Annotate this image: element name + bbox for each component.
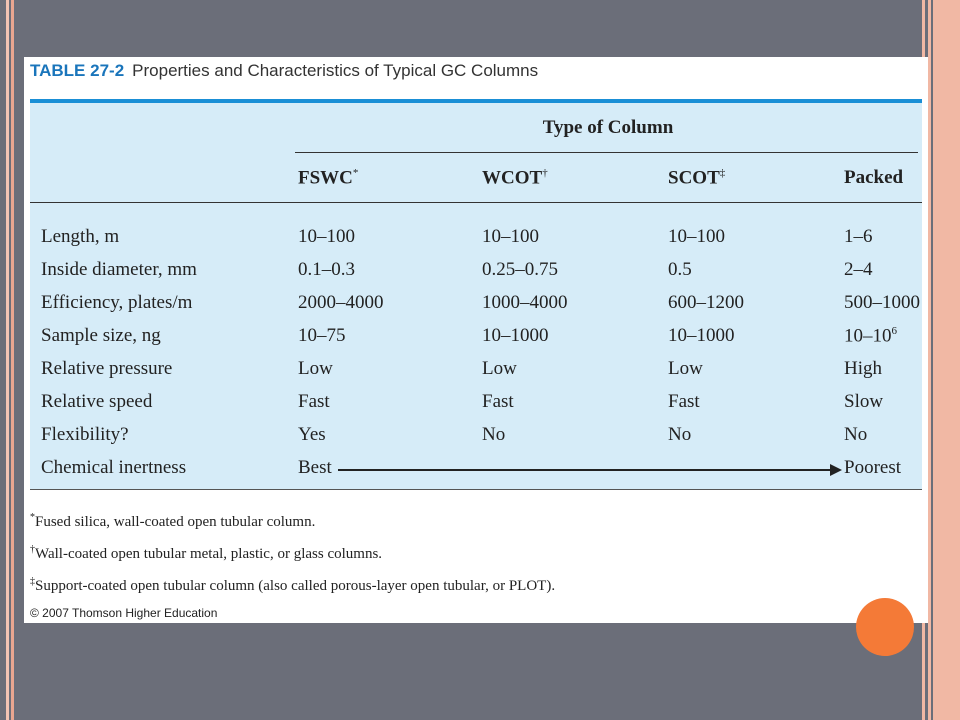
footnote: †Wall-coated open tubular metal, plastic, or glass columns. — [30, 544, 383, 562]
cell-wcot: 0.25–0.75 — [482, 259, 558, 280]
footnote: ‡Support-coated open tubular column (also called porous-layer open tubular, or PLOT). — [30, 576, 556, 594]
table-row — [30, 259, 922, 292]
table-title: Properties and Characteristics of Typical GC Columns — [132, 61, 539, 80]
table-row — [30, 424, 922, 457]
cell-fswc: Yes — [298, 424, 326, 445]
row-label: Flexibility? — [41, 424, 129, 445]
row-label: Relative speed — [41, 391, 153, 412]
table-row — [30, 292, 922, 325]
footnote: *Fused silica, wall-coated open tubular column. — [30, 512, 316, 530]
row-label: Chemical inertness — [41, 457, 187, 478]
group-header: Type of Column — [542, 117, 674, 138]
cell-packed: $10-10^6$ — [844, 325, 897, 347]
table-number: TABLE 27-2 — [30, 61, 125, 80]
column-header-packed: Packed — [844, 167, 904, 188]
row-label: Relative pressure — [41, 358, 173, 379]
group-header-rule — [295, 152, 918, 153]
row-label: Length, m — [41, 226, 120, 247]
arrow-right-icon — [830, 464, 842, 476]
cell-wcot: Fast — [482, 391, 514, 412]
table-caption — [30, 61, 538, 81]
column-header-wcot: WCOT† — [482, 167, 548, 189]
table-image — [24, 57, 928, 623]
table-row — [30, 325, 922, 358]
cell-fswc: 10–100 — [298, 226, 355, 247]
column-header-scot: SCOT‡ — [668, 167, 726, 189]
table-row — [30, 358, 922, 391]
table-row-inertness — [30, 457, 922, 490]
cell-fswc: Fast — [298, 391, 330, 412]
copyright-notice: © 2007 Thomson Higher Education — [30, 606, 218, 620]
cell-wcot: No — [482, 424, 506, 445]
inertness-arrow-line — [338, 469, 838, 471]
orange-circle-decoration — [856, 598, 914, 656]
cell-fswc: Low — [298, 358, 333, 379]
cell-packed: 1–6 — [844, 226, 873, 247]
inertness-poorest: Poorest — [844, 457, 901, 478]
cell-packed: 2–4 — [844, 259, 873, 280]
cell-scot: No — [668, 424, 692, 445]
cell-wcot: 1000–4000 — [482, 292, 568, 313]
cell-scot: Low — [668, 358, 703, 379]
table-row — [30, 226, 922, 259]
cell-wcot: Low — [482, 358, 517, 379]
cell-fswc: 10–75 — [298, 325, 346, 346]
cell-packed: No — [844, 424, 868, 445]
exponent: 6 — [891, 325, 897, 337]
table-row — [30, 391, 922, 424]
column-header-fswc: FSWC* — [298, 167, 359, 189]
cell-fswc: 0.1–0.3 — [298, 259, 355, 280]
row-label: Efficiency, plates/m — [41, 292, 193, 313]
row-label: Sample size, ng — [41, 325, 161, 346]
cell-scot: 0.5 — [668, 259, 692, 280]
inertness-best: Best — [298, 457, 332, 478]
row-label: Inside diameter, mm — [41, 259, 197, 280]
cell-packed: High — [844, 358, 882, 379]
left-decorative-line — [6, 0, 9, 720]
cell-scot: Fast — [668, 391, 700, 412]
cell-scot: 10–100 — [668, 226, 725, 247]
cell-packed: 500–1000 — [844, 292, 920, 313]
cell-wcot: 10–1000 — [482, 325, 549, 346]
header-bottom-rule — [30, 202, 922, 203]
cell-fswc: 2000–4000 — [298, 292, 384, 313]
right-decorative-line-2 — [931, 0, 933, 720]
cell-scot: 600–1200 — [668, 292, 744, 313]
cell-scot: 10–1000 — [668, 325, 735, 346]
cell-wcot: 10–100 — [482, 226, 539, 247]
gc-columns-table — [30, 103, 922, 490]
cell-packed: Slow — [844, 391, 884, 412]
